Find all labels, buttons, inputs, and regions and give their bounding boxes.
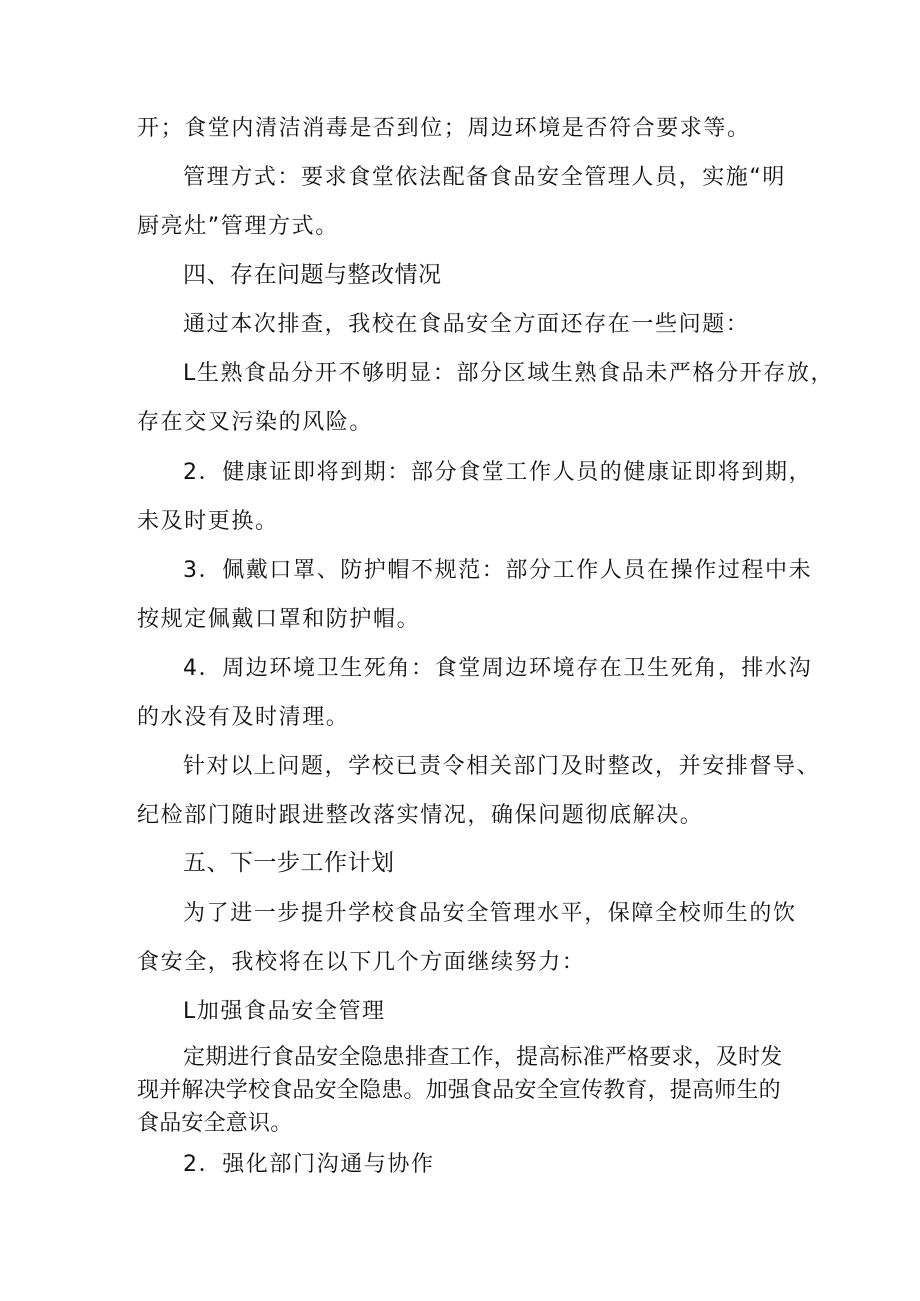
paragraph-line: 纪检部门随时跟进整改落实情况，确保问题彻底解决。 — [137, 803, 704, 828]
paragraph-line: 食品安全意识。 — [137, 1111, 293, 1136]
paragraph-line: 未及时更换。 — [137, 509, 279, 534]
paragraph-line: 定期进行食品安全隐患排查工作，提高标准严格要求，及时发 — [183, 1045, 783, 1070]
list-item-2: 2．健康证即将到期：部分食堂工作人员的健康证即将到期， — [183, 460, 813, 485]
paragraph-line: 食安全，我校将在以下几个方面继续努力： — [137, 950, 586, 975]
paragraph-line: 厨亮灶”管理方式。 — [137, 214, 339, 239]
paragraph-line: 为了进一步提升学校食品安全管理水平，保障全校师生的饮 — [183, 901, 797, 926]
paragraph-line: 针对以上问题，学校已责令相关部门及时整改，并安排督导、 — [183, 754, 821, 779]
list-item-4: 4．周边环境卫生死角：食堂周边环境存在卫生死角，排水沟 — [183, 656, 813, 681]
list-item-1: L生熟食品分开不够明显：部分区域生熟食品未严格分开存放， — [183, 361, 835, 386]
subheading-2: 2．强化部门沟通与协作 — [183, 1152, 435, 1177]
paragraph-line: 管理方式：要求食堂依法配备食品安全管理人员，实施“明 — [183, 165, 786, 190]
paragraph-line: 的水没有及时清理。 — [137, 705, 350, 730]
paragraph-line: 按规定佩戴口罩和防护帽。 — [137, 607, 421, 632]
paragraph-line: 现并解决学校食品安全隐患。加强食品安全宣传教育，提高师生的 — [137, 1078, 781, 1103]
paragraph-line: 通过本次排查，我校在食品安全方面还存在一些问题： — [183, 312, 750, 337]
paragraph-line: 开；食堂内清洁消毒是否到位；周边环境是否符合要求等。 — [137, 116, 751, 141]
section-heading-5: 五、下一步工作计划 — [183, 850, 395, 876]
list-item-3: 3．佩戴口罩、防护帽不规范：部分工作人员在操作过程中未 — [183, 558, 813, 583]
section-heading-4: 四、存在问题与整改情况 — [183, 262, 442, 288]
paragraph-line: 存在交叉污染的风险。 — [137, 410, 374, 435]
subheading-1: L加强食品安全管理 — [183, 999, 386, 1024]
